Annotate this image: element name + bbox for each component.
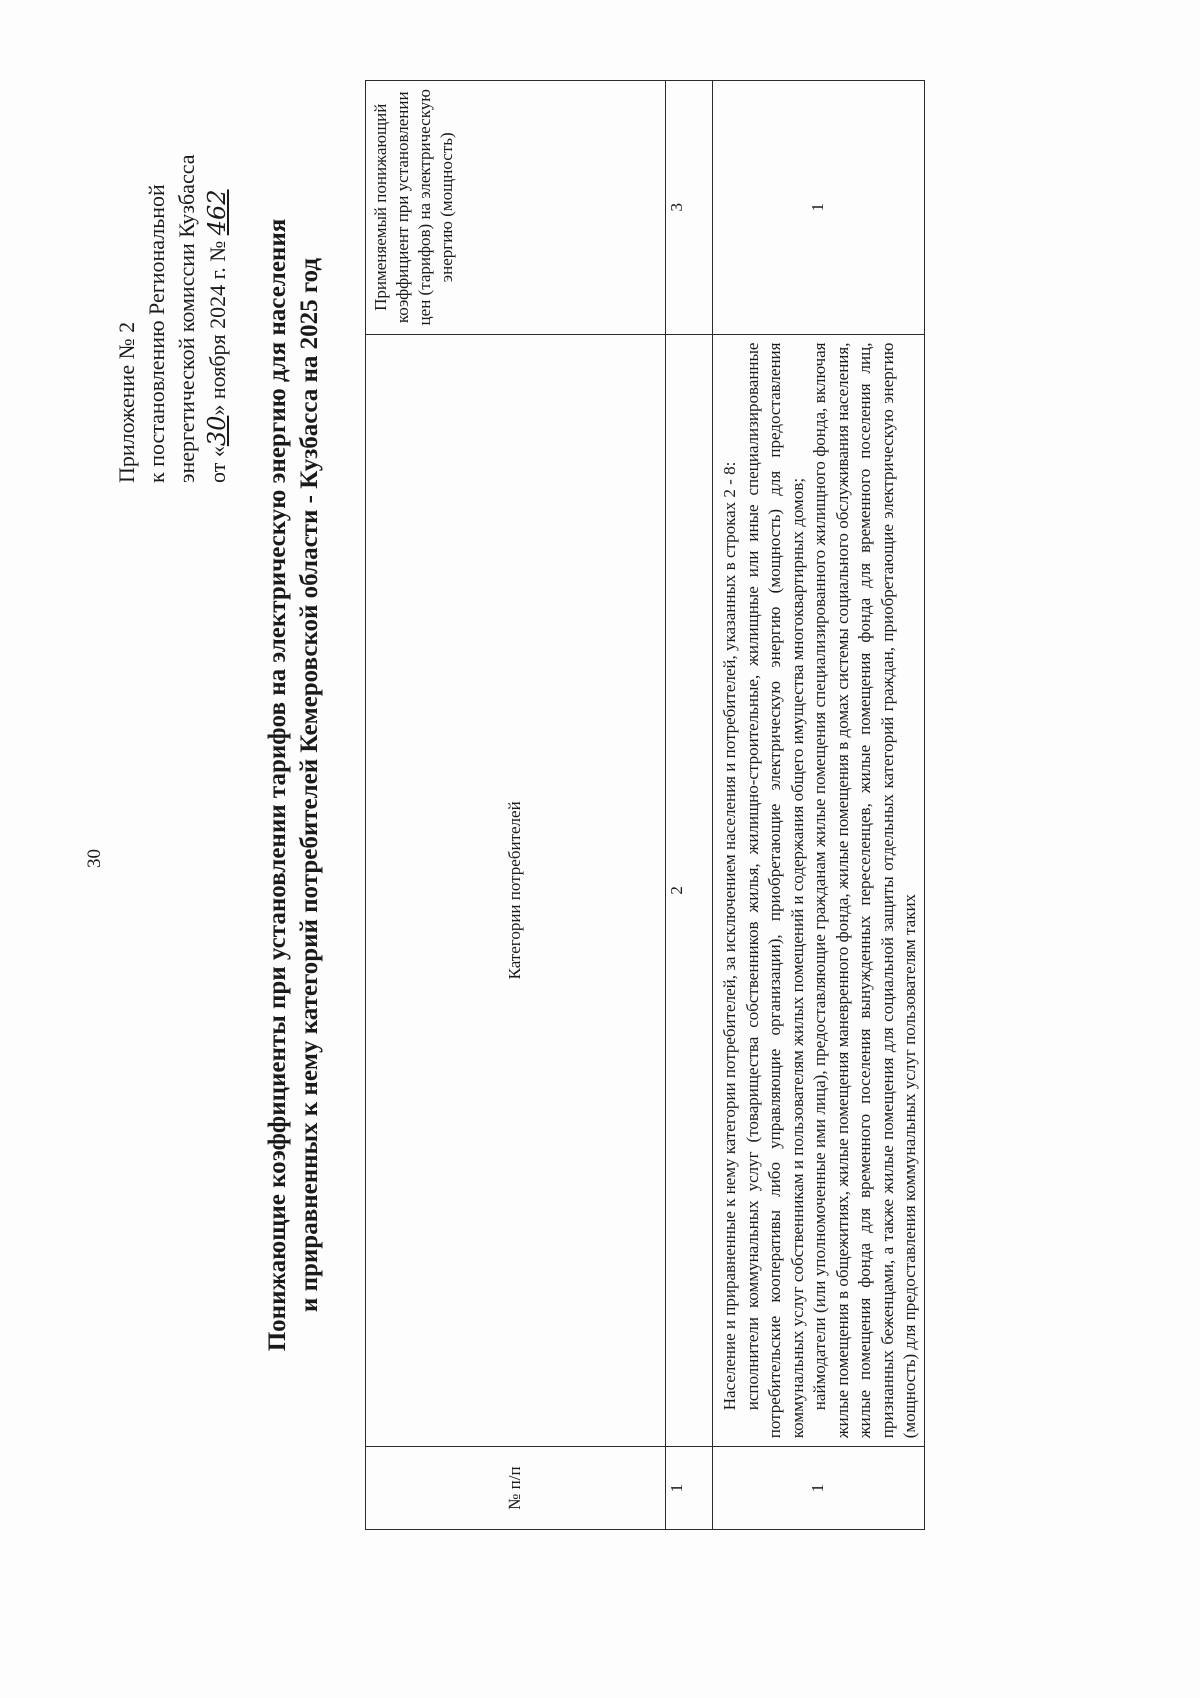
title-line-1: Понижающие коэффициенты при установлении тарифов на электрическую энергию для населения (264, 218, 291, 1352)
appendix-header (112, 63, 233, 483)
appendix-line-2: к постановлению Региональной (144, 184, 169, 483)
row-category-text (713, 334, 925, 1447)
category-paragraph-2: исполнители коммунальных услуг (товарищества собственников жилья, жилищно-строительные, жилищные или иные специализированные потребительские кооперативы либо управляющие организации), приобретающие электрическую энергию (мощность) для предоставления коммунальных услуг собственникам и пользователям жилых помещений и содержания общего имущества многоквартирных домов; (742, 342, 807, 1439)
column-number-3: 3 (666, 81, 713, 335)
appendix-date-line (202, 63, 233, 483)
column-number-2: 2 (666, 334, 713, 1447)
appendix-line-3: энергетической комиссии Кузбасса (174, 154, 199, 483)
title-line-2: и приравненных к нему категорий потребителей Кемеровской области - Кузбасса на 2025 год (296, 257, 323, 1313)
date-mid: » ноября 2024 г. № (205, 240, 230, 416)
document-title (262, 40, 326, 1530)
header-num: № п/п (366, 1447, 666, 1530)
table-header-row (366, 81, 666, 1530)
category-paragraph-3: наймодатели (или уполномоченные ими лица), предоставляющие гражданам жилые помещения специализированного жилищного фонда, включая жилые помещения в общежитиях, жилые помещения маневренного фонда, жилые помещения в домах системы социального обслуживания населения, жилые помещения фонда для временного поселения вынужденных переселенцев, жилые помещения фонда для временного поселения лиц, признанных беженцами, а также жилые помещения для социальной защиты отдельных категорий граждан, приобретающие электрическую энергию (мощность) для предоставления коммунальных услуг пользователям таких (810, 342, 919, 1439)
table-row (713, 81, 925, 1530)
row-coefficient: 1 (713, 81, 925, 335)
header-coefficient: Применяемый понижающий коэффициент при установлении цен (тарифов) на электрическую энергию (мощность) (366, 81, 666, 335)
document-number: 462 (203, 189, 231, 236)
header-category: Категории потребителей (366, 334, 666, 1447)
category-paragraph-1: Население и приравненные к нему категории потребителей, за исключением населения и потребителей, указанных в строках 2 - 8: (720, 461, 739, 1411)
date-prefix: от « (205, 446, 230, 483)
page-number: 30 (84, 849, 105, 868)
column-number-1: 1 (666, 1447, 713, 1530)
column-number-row (666, 81, 713, 1530)
row-number: 1 (713, 1447, 925, 1530)
date-day: 30 (203, 415, 231, 447)
coefficient-table (365, 80, 925, 1530)
appendix-line-1: Приложение № 2 (114, 321, 139, 483)
